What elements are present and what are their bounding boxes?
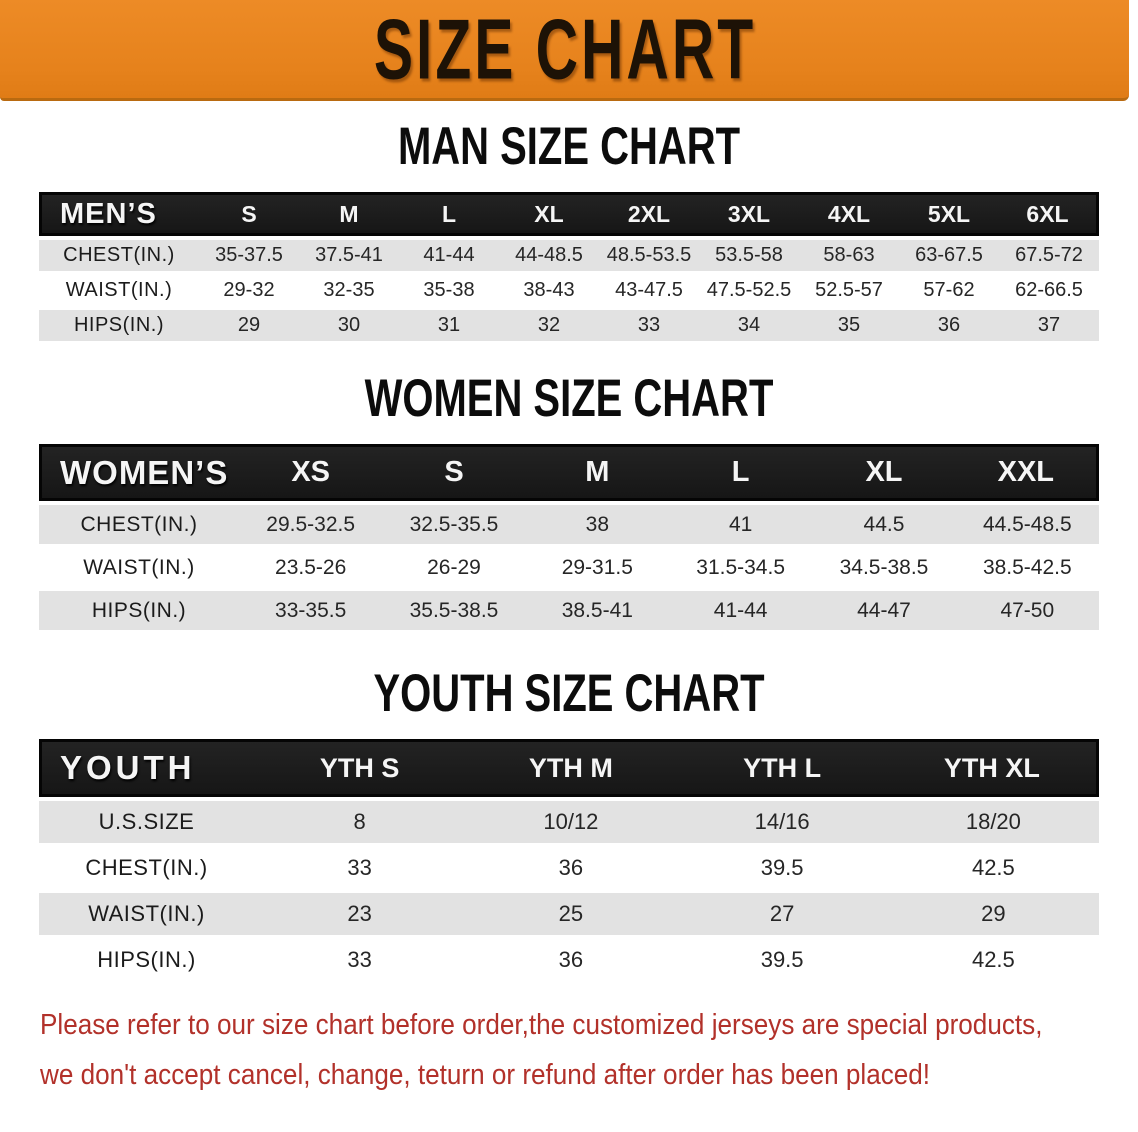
value-cell: 26-29 bbox=[427, 555, 481, 579]
size-column-header: XL bbox=[812, 444, 955, 501]
value-cell: 27 bbox=[769, 901, 795, 926]
value-cell: 18/20 bbox=[965, 809, 1021, 834]
men-section bbox=[0, 117, 1138, 345]
youth-size-table bbox=[39, 735, 1099, 985]
value-cell: 42.5 bbox=[971, 947, 1015, 972]
footer-note bbox=[40, 1001, 1043, 1101]
size-column-header: S bbox=[199, 192, 299, 236]
measure-row bbox=[39, 275, 1099, 306]
value-cell: 67.5-72 bbox=[1015, 244, 1083, 266]
value-cell: 10/12 bbox=[543, 809, 599, 834]
value-cell: 53.5-58 bbox=[715, 244, 783, 266]
measure-row bbox=[39, 591, 1099, 630]
row-label-cell: U.S.SIZE bbox=[98, 809, 195, 834]
table-group-label: YOUTH bbox=[39, 739, 254, 797]
value-cell: 35.5-38.5 bbox=[409, 598, 499, 622]
youth-table-body bbox=[39, 801, 1099, 981]
measure-row bbox=[39, 801, 1099, 843]
value-cell: 32 bbox=[537, 314, 561, 336]
value-cell: 63-67.5 bbox=[915, 244, 983, 266]
value-cell: 33 bbox=[347, 855, 372, 880]
value-cell: 23 bbox=[347, 901, 372, 926]
women-table-body bbox=[39, 505, 1099, 630]
men-header-row bbox=[39, 192, 1099, 236]
value-cell: 33 bbox=[637, 314, 661, 336]
footer-note-line1: Please refer to our size chart before order,the customized jerseys are special products, bbox=[40, 1009, 1043, 1041]
value-cell: 14/16 bbox=[754, 809, 810, 834]
size-column-header: XL bbox=[499, 192, 599, 236]
size-column-header: 6XL bbox=[999, 192, 1099, 236]
measure-row bbox=[39, 548, 1099, 587]
value-cell: 35 bbox=[837, 314, 861, 336]
youth-section-heading: YOUTH SIZE CHART bbox=[373, 664, 765, 724]
size-column-header: M bbox=[299, 192, 399, 236]
value-cell: 41-44 bbox=[423, 244, 475, 266]
size-column-header: YTH L bbox=[677, 739, 888, 797]
value-cell: 44-48.5 bbox=[515, 244, 583, 266]
value-cell: 44.5 bbox=[863, 512, 905, 536]
size-column-header: 5XL bbox=[899, 192, 999, 236]
value-cell: 41-44 bbox=[713, 598, 768, 622]
row-label-cell: WAIST(IN.) bbox=[83, 555, 195, 579]
row-label-cell: CHEST(IN.) bbox=[85, 855, 208, 880]
women-section bbox=[0, 369, 1138, 634]
size-column-header: XXL bbox=[956, 444, 1099, 501]
size-column-header: YTH S bbox=[254, 739, 465, 797]
measure-row bbox=[39, 893, 1099, 935]
row-label-cell: HIPS(IN.) bbox=[73, 314, 165, 336]
value-cell: 34 bbox=[737, 314, 761, 336]
value-cell: 33 bbox=[347, 947, 372, 972]
value-cell: 38 bbox=[585, 512, 609, 536]
size-chart-banner bbox=[0, 0, 1129, 101]
size-column-header: 2XL bbox=[599, 192, 699, 236]
value-cell: 35-37.5 bbox=[215, 244, 283, 266]
men-section-heading: MAN SIZE CHART bbox=[397, 117, 741, 177]
men-table-body bbox=[39, 240, 1099, 341]
table-group-label: WOMEN’S bbox=[39, 444, 239, 501]
value-cell: 58-63 bbox=[823, 244, 875, 266]
measure-row bbox=[39, 847, 1099, 889]
measure-row bbox=[39, 310, 1099, 341]
value-cell: 29.5-32.5 bbox=[266, 512, 356, 536]
youth-section bbox=[0, 664, 1138, 985]
size-column-header: 4XL bbox=[799, 192, 899, 236]
value-cell: 37.5-41 bbox=[315, 244, 383, 266]
value-cell: 44-47 bbox=[857, 598, 911, 622]
value-cell: 8 bbox=[353, 809, 366, 834]
value-cell: 37 bbox=[1037, 314, 1061, 336]
value-cell: 25 bbox=[558, 901, 584, 926]
table-group-label: MEN’S bbox=[39, 192, 199, 236]
size-column-header: L bbox=[399, 192, 499, 236]
value-cell: 43-47.5 bbox=[615, 279, 683, 301]
value-cell: 29 bbox=[981, 901, 1006, 926]
value-cell: 39.5 bbox=[760, 855, 804, 880]
value-cell: 32.5-35.5 bbox=[409, 512, 499, 536]
row-label-cell: CHEST(IN.) bbox=[80, 512, 198, 536]
value-cell: 30 bbox=[337, 314, 361, 336]
value-cell: 48.5-53.5 bbox=[606, 244, 692, 266]
value-cell: 47.5-52.5 bbox=[706, 279, 792, 301]
value-cell: 62-66.5 bbox=[1015, 279, 1083, 301]
footer-note-line2: we don't accept cancel, change, teturn or refund after order has been placed! bbox=[40, 1058, 931, 1091]
value-cell: 38-43 bbox=[523, 279, 575, 301]
value-cell: 47-50 bbox=[1000, 598, 1055, 622]
value-cell: 57-62 bbox=[923, 279, 975, 301]
size-column-header: L bbox=[669, 444, 812, 501]
value-cell: 34.5-38.5 bbox=[839, 555, 929, 579]
value-cell: 32-35 bbox=[323, 279, 375, 301]
men-size-table bbox=[39, 188, 1099, 345]
row-label-cell: WAIST(IN.) bbox=[88, 901, 205, 926]
value-cell: 31 bbox=[437, 314, 461, 336]
value-cell: 52.5-57 bbox=[815, 279, 883, 301]
value-cell: 23.5-26 bbox=[275, 555, 347, 579]
value-cell: 29-31.5 bbox=[561, 555, 633, 579]
measure-row bbox=[39, 939, 1099, 981]
banner-title: SIZE CHART bbox=[373, 1, 756, 97]
value-cell: 36 bbox=[558, 855, 584, 880]
value-cell: 38.5-41 bbox=[561, 598, 633, 622]
measure-row bbox=[39, 240, 1099, 271]
women-size-table bbox=[39, 440, 1099, 634]
value-cell: 39.5 bbox=[760, 947, 804, 972]
value-cell: 42.5 bbox=[971, 855, 1015, 880]
measure-row bbox=[39, 505, 1099, 544]
women-section-heading: WOMEN SIZE CHART bbox=[364, 369, 774, 429]
value-cell: 36 bbox=[558, 947, 584, 972]
row-label-cell: WAIST(IN.) bbox=[65, 279, 173, 301]
value-cell: 35-38 bbox=[423, 279, 475, 301]
row-label-cell: CHEST(IN.) bbox=[63, 244, 175, 266]
value-cell: 41 bbox=[728, 512, 753, 536]
size-column-header: YTH XL bbox=[888, 739, 1099, 797]
value-cell: 31.5-34.5 bbox=[696, 555, 786, 579]
value-cell: 33-35.5 bbox=[275, 598, 347, 622]
value-cell: 44.5-48.5 bbox=[982, 512, 1072, 536]
size-column-header: M bbox=[526, 444, 669, 501]
size-column-header: YTH M bbox=[465, 739, 676, 797]
size-column-header: S bbox=[382, 444, 525, 501]
youth-header-row bbox=[39, 739, 1099, 797]
row-label-cell: HIPS(IN.) bbox=[91, 598, 187, 622]
value-cell: 29-32 bbox=[223, 279, 275, 301]
value-cell: 29 bbox=[237, 314, 261, 336]
row-label-cell: HIPS(IN.) bbox=[97, 947, 196, 972]
size-column-header: XS bbox=[239, 444, 382, 501]
women-header-row bbox=[39, 444, 1099, 501]
value-cell: 38.5-42.5 bbox=[982, 555, 1072, 579]
value-cell: 36 bbox=[937, 314, 961, 336]
size-column-header: 3XL bbox=[699, 192, 799, 236]
